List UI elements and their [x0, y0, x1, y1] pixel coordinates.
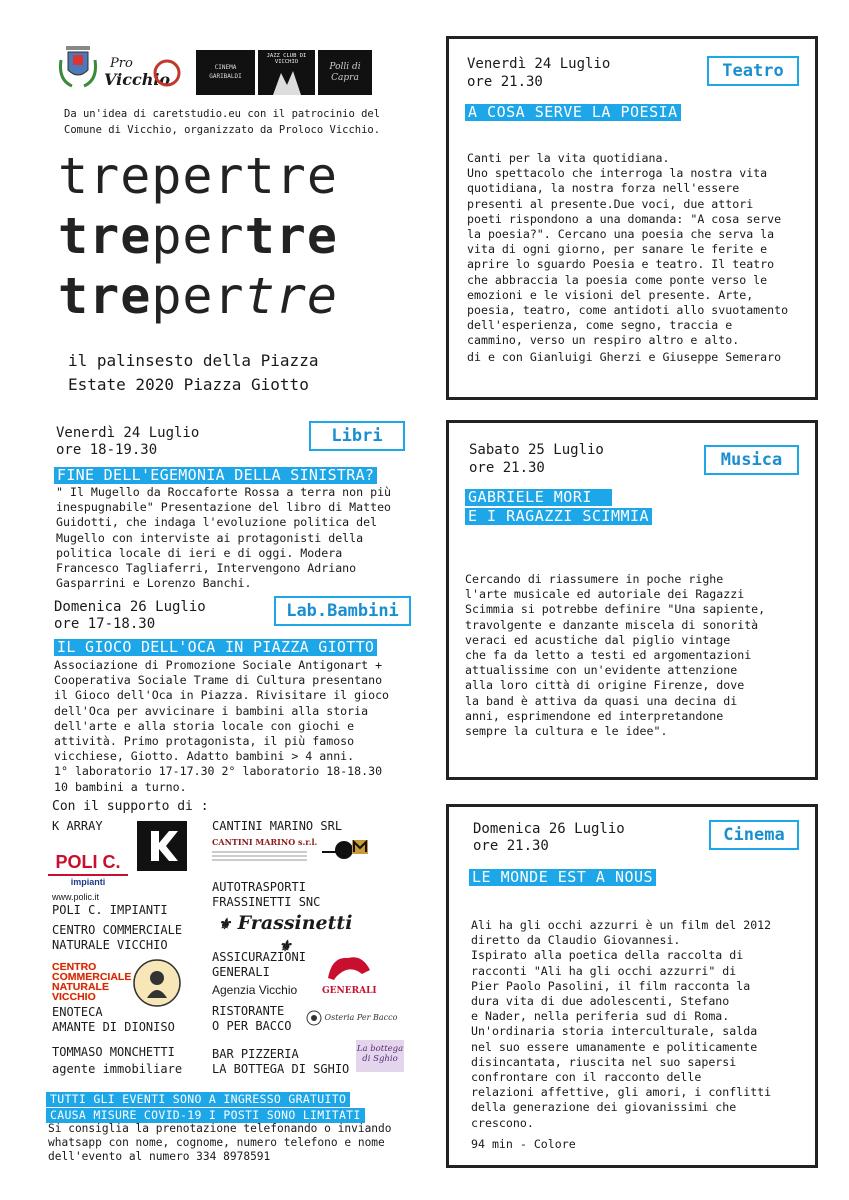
notice-line-1: TUTTI GLI EVENTI SONO A INGRESSO GRATUITO [46, 1088, 350, 1107]
event-date: Sabato 25 Luglio [469, 442, 604, 458]
libri-date: Venerdì 24 Luglio [56, 425, 200, 441]
event-card-cinema [446, 804, 818, 1168]
centro-commerciale-logo: CENTRO COMMERCIALE NATURALE VICCHIO [52, 961, 132, 1003]
sponsor-autotrasporti: AUTOTRASPORTI FRASSINETTI SNC [212, 880, 321, 909]
cantini-marino-icon [322, 838, 370, 860]
sponsor-generali: ASSICURAZIONI GENERALI [212, 950, 306, 979]
title-line-1: trepertre [58, 147, 338, 205]
category-tag-teatro: Teatro [707, 56, 799, 86]
event-title: LE MONDE EST A NOUS [469, 867, 656, 886]
category-tag-libri: Libri [309, 421, 405, 451]
title-line-2: trepertre [58, 207, 338, 265]
sponsor-centro-commerciale: CENTRO COMMERCIALE NATURALE VICCHIO [52, 923, 183, 952]
cantini-marino-logo-text: CANTINI MARINO s.r.l. [212, 837, 318, 847]
event-duration: 94 min - Colore [471, 1137, 576, 1151]
notice-text: Si consiglia la prenotazione telefonando o inviando whatsapp con nome, cognome, numero telefono e nome dell'evento al numero 334 8978591 [48, 1122, 392, 1163]
bambini-description: Associazione di Promozione Sociale Antigonart + Cooperativa Sociale Trame di Cultura presentano il Gioco dell'Oca in Piazza. Rivisitare il gioco dell'Oca per avvicinare i bambini alla storia dell'arte e alla storia locale con giochi e attività. Primo protagonista, il più famoso vicchiese, Giotto. Adatto bambini > 4 anni. 1° laboratorio 17-17.30 2° laboratorio 18-18.30 10 bambini a turno. [54, 658, 390, 794]
vicchio-coat-of-arms [58, 40, 98, 92]
libri-title: FINE DELL'EGEMONIA DELLA SINISTRA? [54, 465, 377, 484]
jazz-club-logo: JAZZ CLUB DI VICCHIO [258, 50, 315, 95]
notice-line-2: CAUSA MISURE COVID-19 I POSTI SONO LIMITATI [46, 1104, 365, 1123]
event-credits: di e con Gianluigi Gherzi e Giuseppe Semeraro [467, 350, 782, 364]
sponsor-monchetti-sub: agente immobiliare [52, 1062, 183, 1076]
title-line-3: trepertre [58, 267, 338, 325]
event-card-musica [446, 420, 818, 780]
per-bacco-logo: Osteria Per Bacco [306, 1008, 404, 1028]
event-description: Canti per la vita quotidiana. Uno spettacolo che interroga la nostra vita quotidiana, la nostra forza nell'essere presenti al presente.Due voci, due attori poeti rispondono a una domanda: "A cosa serve la poesia?". Cercano una poesia che serva la vita di ogni giorno, per sanare le ferite e aprire lo sguardo Poesia e teatro. Il teatro che abbraccia la poesia come ponte verso le emozioni e le visioni del presente. Arte, poesia, teatro, come antidoti allo svuotamento dell'esperienza, come segno, traccia e cammino, verso un respiro altro e alto. [467, 151, 789, 348]
cantini-marino-decoration [212, 848, 317, 862]
event-date: Domenica 26 Luglio [473, 821, 625, 837]
sponsor-monchetti: TOMMASO MONCHETTI [52, 1045, 175, 1059]
subtitle-2: Estate 2020 Piazza Giotto [68, 375, 309, 394]
sponsor-k-array: K ARRAY [52, 819, 103, 833]
sponsor-generali-sub: Agenzia Vicchio [212, 983, 298, 997]
polli-di-capra-logo: Polli di Capra [318, 50, 372, 95]
k-array-logo [137, 821, 187, 871]
amante-di-dioniso-logo [132, 958, 182, 1008]
category-tag-cinema: Cinema [709, 820, 799, 850]
sponsor-bar-pizzeria: BAR PIZZERIA LA BOTTEGA DI SGHIO [212, 1047, 350, 1076]
sponsor-ristorante: RISTORANTE O PER BACCO [212, 1004, 292, 1033]
bottega-di-sghio-logo: La bottega di Sghio [356, 1040, 404, 1072]
libri-time: ore 18-19.30 [56, 442, 158, 458]
poli-c-logo: POLI C. impianti [48, 852, 128, 887]
bambini-time: ore 17-18.30 [54, 616, 156, 632]
bambini-title: IL GIOCO DELL'OCA IN PIAZZA GIOTTO [54, 637, 377, 656]
category-tag-musica: Musica [704, 445, 799, 475]
event-time: ore 21.30 [473, 838, 549, 854]
sponsor-poli-c: POLI C. IMPIANTI [52, 903, 168, 917]
category-tag-bambini: Lab.Bambini [274, 596, 411, 626]
sponsor-cantini-marino: CANTINI MARINO SRL [212, 819, 343, 833]
event-date: Venerdì 24 Luglio [467, 56, 611, 72]
poli-c-url: www.polic.it [52, 892, 100, 902]
sponsors-heading: Con il supporto di : [52, 799, 209, 814]
event-time: ore 21.30 [469, 460, 545, 476]
event-title-1: GABRIELE MORI [465, 487, 612, 506]
event-card-teatro [446, 36, 818, 400]
event-time: ore 21.30 [467, 74, 543, 90]
subtitle-1: il palinsesto della Piazza [68, 351, 319, 370]
intro-text: Da un'idea di caretstudio.eu con il patrocinio del Comune di Vicchio, organizzato da Proloco Vicchio. [64, 108, 381, 136]
generali-logo: GENERALI [322, 950, 376, 994]
event-description: Cercando di riassumere in poche righe l'arte musicale ed autoriale dei Ragazzi Scimmia si potrebbe definire "Una sapiente, travolgente e danzante miscela di sonorità veraci ed acustiche dal piglio vintage che fa da letto a testi ed argomentazioni attualissime con un'evidente attenzione alla loro città di origine Firenze, dove la band è attiva da quasi una decina di anni, esprimendone ed interpretandone sempre la cultura e le idee". [465, 572, 766, 739]
sponsor-enoteca: ENOTECA AMANTE DI DIONISO [52, 1005, 175, 1034]
frassinetti-logo: ⚜ Frassinetti ⚜ [217, 912, 353, 955]
proloco-logo: Pro Vicchio [104, 52, 182, 92]
event-title: A COSA SERVE LA POESIA [465, 102, 681, 121]
cinema-garibaldi-logo: CINEMA GARIBALDI [196, 50, 255, 95]
event-description: Ali ha gli occhi azzurri è un film del 2012 diretto da Claudio Giovannesi. Ispirato alla poetica della raccolta di racconti "Ali ha gli occhi azzurri" di Pier Paolo Pasolini, il film racconta la dura vita di due adolescenti, Stefano e Nader, nella periferia sud di Roma. Un'ordinaria storia interculturale, salda nel suo essere umanamente e politicamente disincantata, riuscita nel suo sapersi confrontare con il racconto delle relazioni affettive, gli amori, i conflitti della generazione dei giovanissimi che crescono. [471, 918, 772, 1130]
libri-description: " Il Mugello da Roccaforte Rossa a terra non più inespugnabile" Presentazione del libro di Matteo Guidotti, che indaga l'evoluzione politica del Mugello con interviste ai protagonisti della politica locale di ieri e di oggi. Modera Francesco Tagliaferri, Intervengono Adriano Gasparrini e Lorenzo Banchi. [56, 485, 392, 591]
bambini-date: Domenica 26 Luglio [54, 599, 206, 615]
event-title-2: E I RAGAZZI SCIMMIA [465, 506, 652, 525]
